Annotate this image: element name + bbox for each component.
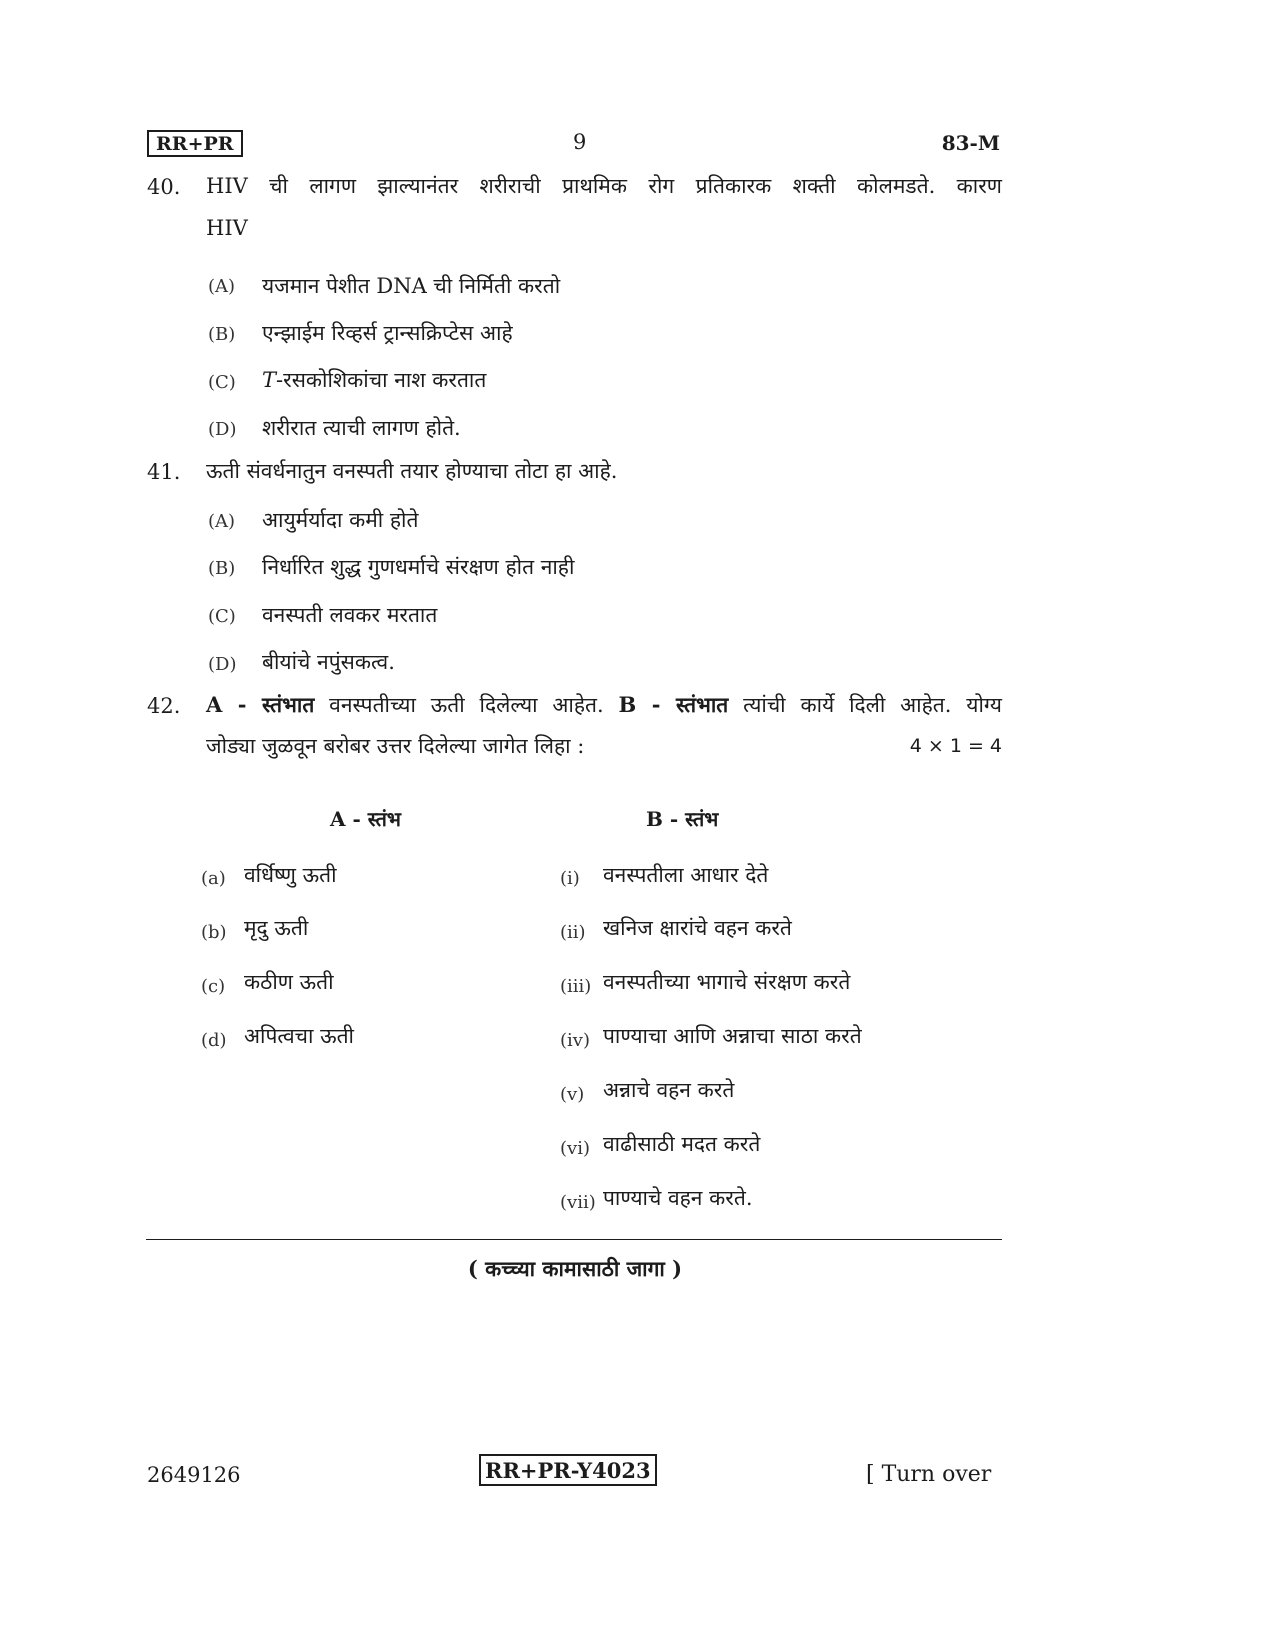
column-b-ref: B - स्तंभात [618, 692, 729, 717]
rough-work-label: ( कच्च्या कामासाठी जागा ) [467, 1256, 683, 1281]
column-a-item: वर्धिष्णु ऊती [244, 863, 337, 887]
column-a-item: मृदु ऊती [244, 916, 309, 940]
option-label: (B) [208, 558, 236, 579]
option-label: (C) [208, 372, 236, 393]
option-label: (A) [208, 511, 236, 532]
question-text-line2: जोड्या जुळवून बरोबर उत्तर दिलेल्या जागेत लिहा : [206, 734, 585, 758]
option-label: (B) [208, 324, 236, 345]
column-b-item: वाढीसाठी मदत करते [603, 1132, 761, 1156]
column-b-label: (iv) [560, 1030, 590, 1051]
column-b-label: (v) [560, 1084, 585, 1105]
column-a-label: (a) [201, 868, 226, 889]
turn-over: [ Turn over [866, 1462, 992, 1487]
column-b-label: (vii) [560, 1192, 596, 1213]
question-text-continued: HIV [206, 216, 248, 240]
column-b-item: वनस्पतीच्या भागाचे संरक्षण करते [603, 970, 851, 994]
footer-code: 2649126 [147, 1463, 241, 1487]
column-b-item: अन्नाचे वहन करते [603, 1078, 735, 1102]
option-text [262, 366, 486, 394]
column-a-heading: A - स्तंभ [330, 807, 401, 831]
question-text: ऊती संवर्धनातुन वनस्पती तयार होण्याचा तोटा हा आहे. [206, 459, 618, 483]
option-label: (C) [208, 606, 236, 627]
column-a-label: (c) [201, 976, 226, 997]
question-text: HIV ची लागण झाल्यानंतर शरीराची प्राथमिक रोग प्रतिकारक शक्ती कोलमडते. कारण [206, 174, 1002, 198]
option-text: आयुर्मर्यादा कमी होते [262, 508, 419, 532]
question-text-part: त्यांची कार्ये दिली आहेत. योग्य [743, 693, 1002, 717]
page-number: 9 [573, 130, 587, 154]
question-text-part: वनस्पतीच्या ऊती दिलेल्या आहेत. [329, 693, 604, 717]
column-b-label: (iii) [560, 976, 592, 997]
question-text [206, 684, 1002, 726]
column-b-item: वनस्पतीला आधार देते [603, 863, 769, 887]
column-b-item: पाण्याचा आणि अन्नाचा साठा करते [603, 1024, 862, 1048]
option-text: शरीरात त्याची लागण होते. [262, 416, 461, 440]
rough-work-divider [146, 1239, 1002, 1240]
option-text: बीयांचे नपुंसकत्व. [262, 650, 395, 674]
column-a-item: अपित्वचा ऊती [244, 1024, 354, 1048]
column-b-item: पाण्याचे वहन करते. [603, 1186, 753, 1210]
column-a-label: (d) [201, 1030, 227, 1051]
footer-series-box: RR+PR-Y4023 [479, 1454, 657, 1486]
column-a-ref: A - स्तंभात [206, 692, 315, 717]
option-text: वनस्पती लवकर मरतात [262, 603, 438, 627]
question-number: 42. [147, 694, 181, 718]
column-b-heading: B - स्तंभ [646, 807, 719, 831]
paper-code: 83-M [941, 131, 1000, 155]
option-text: यजमान पेशीत DNA ची निर्मिती करतो [262, 274, 561, 298]
option-text-rest: -रसकोशिकांचा नाश करतात [276, 368, 487, 392]
header-series-box: RR+PR [147, 130, 243, 157]
column-b-item: खनिज क्षारांचे वहन करते [603, 916, 792, 940]
option-text: एन्झाईम रिव्हर्स ट्रान्सक्रिप्टेस आहे [262, 321, 513, 345]
option-italic-prefix: T [262, 368, 277, 392]
column-b-label: (i) [560, 868, 580, 889]
option-text: निर्धारित शुद्ध गुणधर्माचे संरक्षण होत नाही [262, 555, 575, 579]
column-a-label: (b) [201, 922, 227, 943]
option-label: (A) [208, 276, 236, 297]
question-number: 41. [147, 460, 181, 484]
column-b-label: (ii) [560, 922, 586, 943]
option-label: (D) [208, 654, 237, 675]
marks: 4 × 1 = 4 [909, 735, 1002, 757]
option-label: (D) [208, 419, 237, 440]
column-b-label: (vi) [560, 1138, 590, 1159]
question-number: 40. [147, 175, 181, 199]
column-a-item: कठीण ऊती [244, 970, 334, 994]
